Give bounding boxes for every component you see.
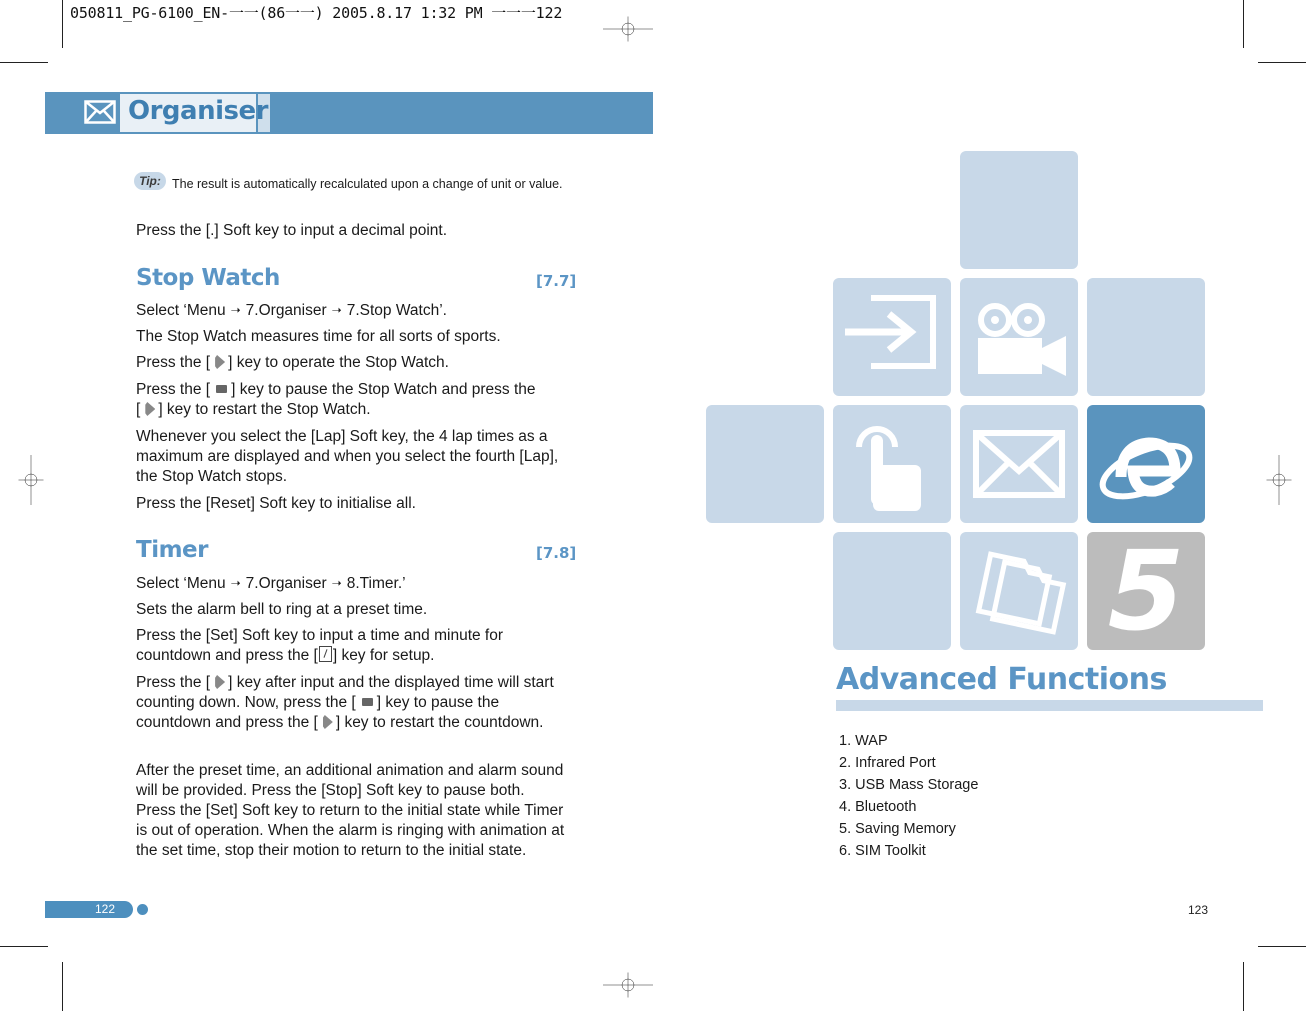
page-number-dot [137,904,148,915]
stop-watch-description: The Stop Watch measures time for all sorts of sports. [136,328,501,345]
tile-login [833,278,951,396]
page-title: Organiser [128,96,268,126]
registration-mark-left [6,455,56,505]
video-camera-icon [960,278,1078,396]
timer-heading: Timer [136,537,208,563]
tile-folder [960,532,1078,650]
internet-explorer-icon [1087,405,1205,523]
mail-icon [84,100,116,124]
tip-text: The result is automatically recalculated upon a change of unit or value. [172,177,563,191]
envelope-icon [960,405,1078,523]
stop-watch-heading: Stop Watch [136,265,280,291]
tile-internet [1087,405,1205,523]
stop-key-icon [216,385,227,393]
tile-blank-left [706,405,824,523]
list-item: 2. Infrared Port [839,755,936,771]
page-number-pill [45,901,133,918]
chapter-title-bar [836,700,1263,711]
advanced-functions-list [839,730,978,862]
list-item: 1. WAP [839,733,888,749]
timer-set-instructions: Press the [Set] Soft key to input a time and minute for countdown and press the [ ] key for setup. [136,627,504,664]
list-item: 6. SIM Toolkit [839,843,926,859]
tile-video [960,278,1078,396]
tile-blank-bottom [833,532,951,650]
list-item: 5. Saving Memory [839,821,956,837]
play-key-icon [323,715,333,729]
tile-message [960,405,1078,523]
stop-key-icon [362,698,373,706]
tile-chapter-number [1087,527,1205,655]
play-key-icon [215,355,225,369]
tile-touch [833,405,951,523]
print-header: 050811_PG-6100_EN-一一(86一一) 2005.8.17 1:32 PM 一一一122 [70,4,563,22]
chapter-title: Advanced Functions [836,662,1167,697]
play-key-icon [145,402,155,416]
tip-badge: Tip: [134,172,166,190]
decimal-note: Press the [.] Soft key to input a decimal point. [136,222,448,239]
set-key-icon [319,646,332,662]
timer-menu-path: Select ‘Menu ➝ 7.Organiser ➝ 8.Timer.’ [136,575,406,592]
list-item: 4. Bluetooth [839,799,917,815]
page-number-left: 122 [95,902,116,916]
chapter-number: 5 [1107,527,1185,655]
page-number-right: 123 [1188,903,1209,917]
registration-mark-top [603,4,653,54]
list-item: 3. USB Mass Storage [839,777,979,793]
stop-watch-lap-info: Whenever you select the [Lap] Soft key, the 4 lap times as a maximum are displayed and when you select the fourth [Lap], the Stop Watch stops. [136,428,559,485]
stop-watch-pause: Press the [ ] key to pause the Stop Watch and press the [ ] key to restart the Stop Watch. [136,381,536,418]
timer-countdown-instructions: Press the [ ] key after input and the displayed time will start counting down. Now, press the [ ] key to pause the countdown and press the [ ] key to restart the countdown. [136,674,554,731]
timer-description: Sets the alarm bell to ring at a preset time. [136,601,428,618]
tile-blank-top [960,151,1078,269]
touch-hand-icon [833,405,951,523]
stop-watch-start: Press the [ ] key to operate the Stop Watch. [136,354,449,371]
stop-watch-menu-path: Select ‘Menu ➝ 7.Organiser ➝ 7.Stop Watch’. [136,302,447,319]
timer-menu-code: [7.8] [536,544,577,562]
timer-alarm-info: After the preset time, an additional animation and alarm sound will be provided. Press the [Stop] Soft key to pause both. Press the [Set] Soft key to return to the initial state while Timer is out of operation. When the alarm is ringing with animation at the set time, stop their motion to return to the initial state. [136,762,565,859]
stop-watch-reset: Press the [Reset] Soft key to initialise all. [136,495,416,512]
registration-mark-bottom [603,960,653,1010]
registration-mark-right [1254,455,1304,505]
login-arrow-icon [833,278,951,396]
stop-watch-menu-code: [7.7] [536,272,577,290]
play-key-icon [215,675,225,689]
folder-icon [960,532,1078,650]
tile-blank-right [1087,278,1205,396]
